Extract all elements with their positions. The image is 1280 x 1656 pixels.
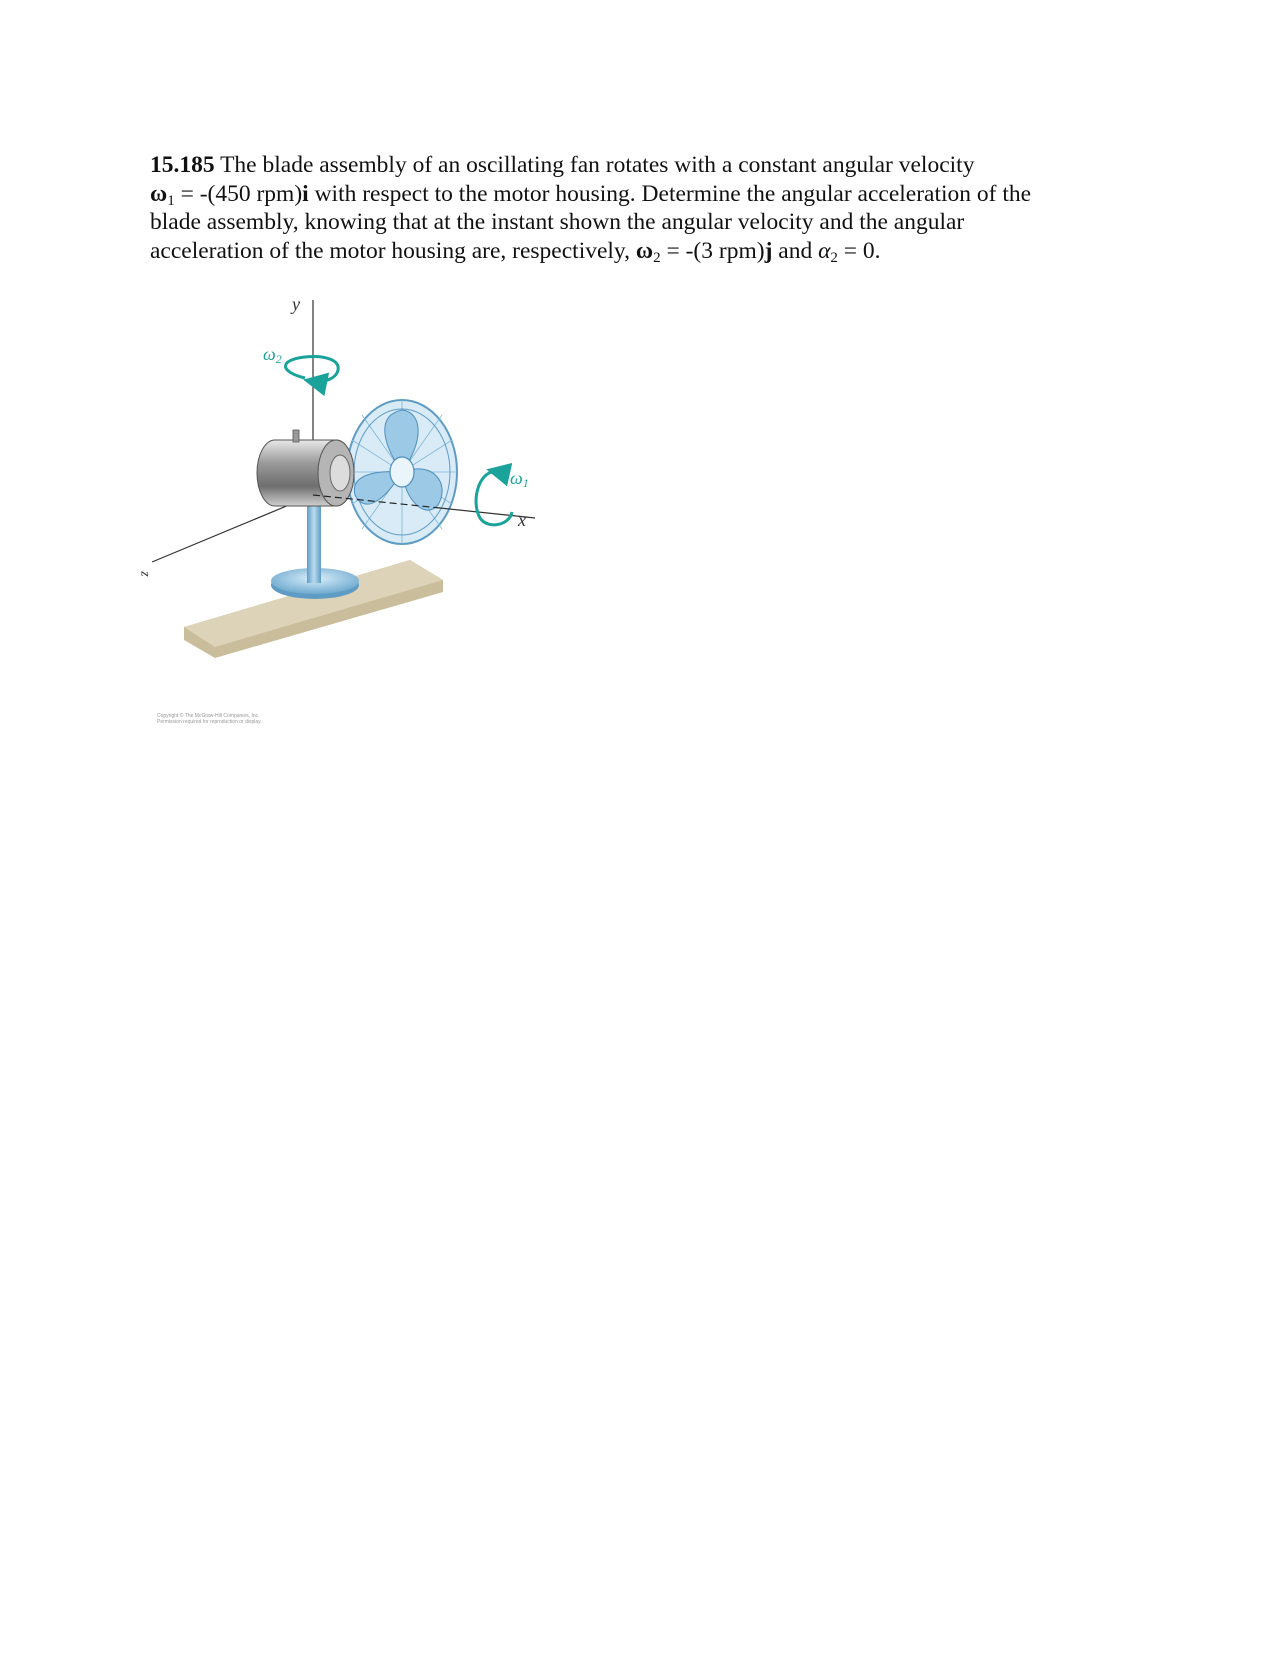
problem-statement: [150, 151, 1150, 265]
y-axis-label: y: [292, 294, 300, 314]
problem-line-2: $\omega_1 = -(450$ rpm)i with respect to the motor housing. Determine the angular acceleration of the: [150, 180, 1032, 209]
stand-pole: [307, 495, 321, 583]
problem-line-4: acceleration of the motor housing are, respectively, $\omega_2 = -(3$ rpm)j and $\alpha_2 = 0$.: [150, 237, 881, 266]
omega2-arrow-icon: [285, 357, 338, 383]
problem-line-1: 15.185 The blade assembly of an oscillating fan rotates with a constant angular velocity: [150, 152, 975, 178]
fan-illustration: [140, 300, 580, 730]
x-axis-label: x: [518, 510, 526, 530]
omega1-arrow-icon: [476, 472, 512, 525]
copyright-notice: Copyright © The McGraw-Hill Companies, Inc. Permission required for reproduction or display.: [157, 713, 262, 725]
omega2-label: $\omega_2$: [263, 344, 282, 366]
motor-knob: [293, 430, 299, 442]
fan-hub: [390, 457, 414, 487]
problem-number: 15.185: [150, 152, 215, 178]
z-axis-label: z: [137, 571, 153, 577]
fan-figure: [137, 294, 580, 730]
motor-collar: [330, 455, 350, 491]
problem-line-3: blade assembly, knowing that at the instant shown the angular velocity and the angular: [150, 209, 965, 235]
omega1-label: $\omega_1$: [510, 468, 529, 490]
